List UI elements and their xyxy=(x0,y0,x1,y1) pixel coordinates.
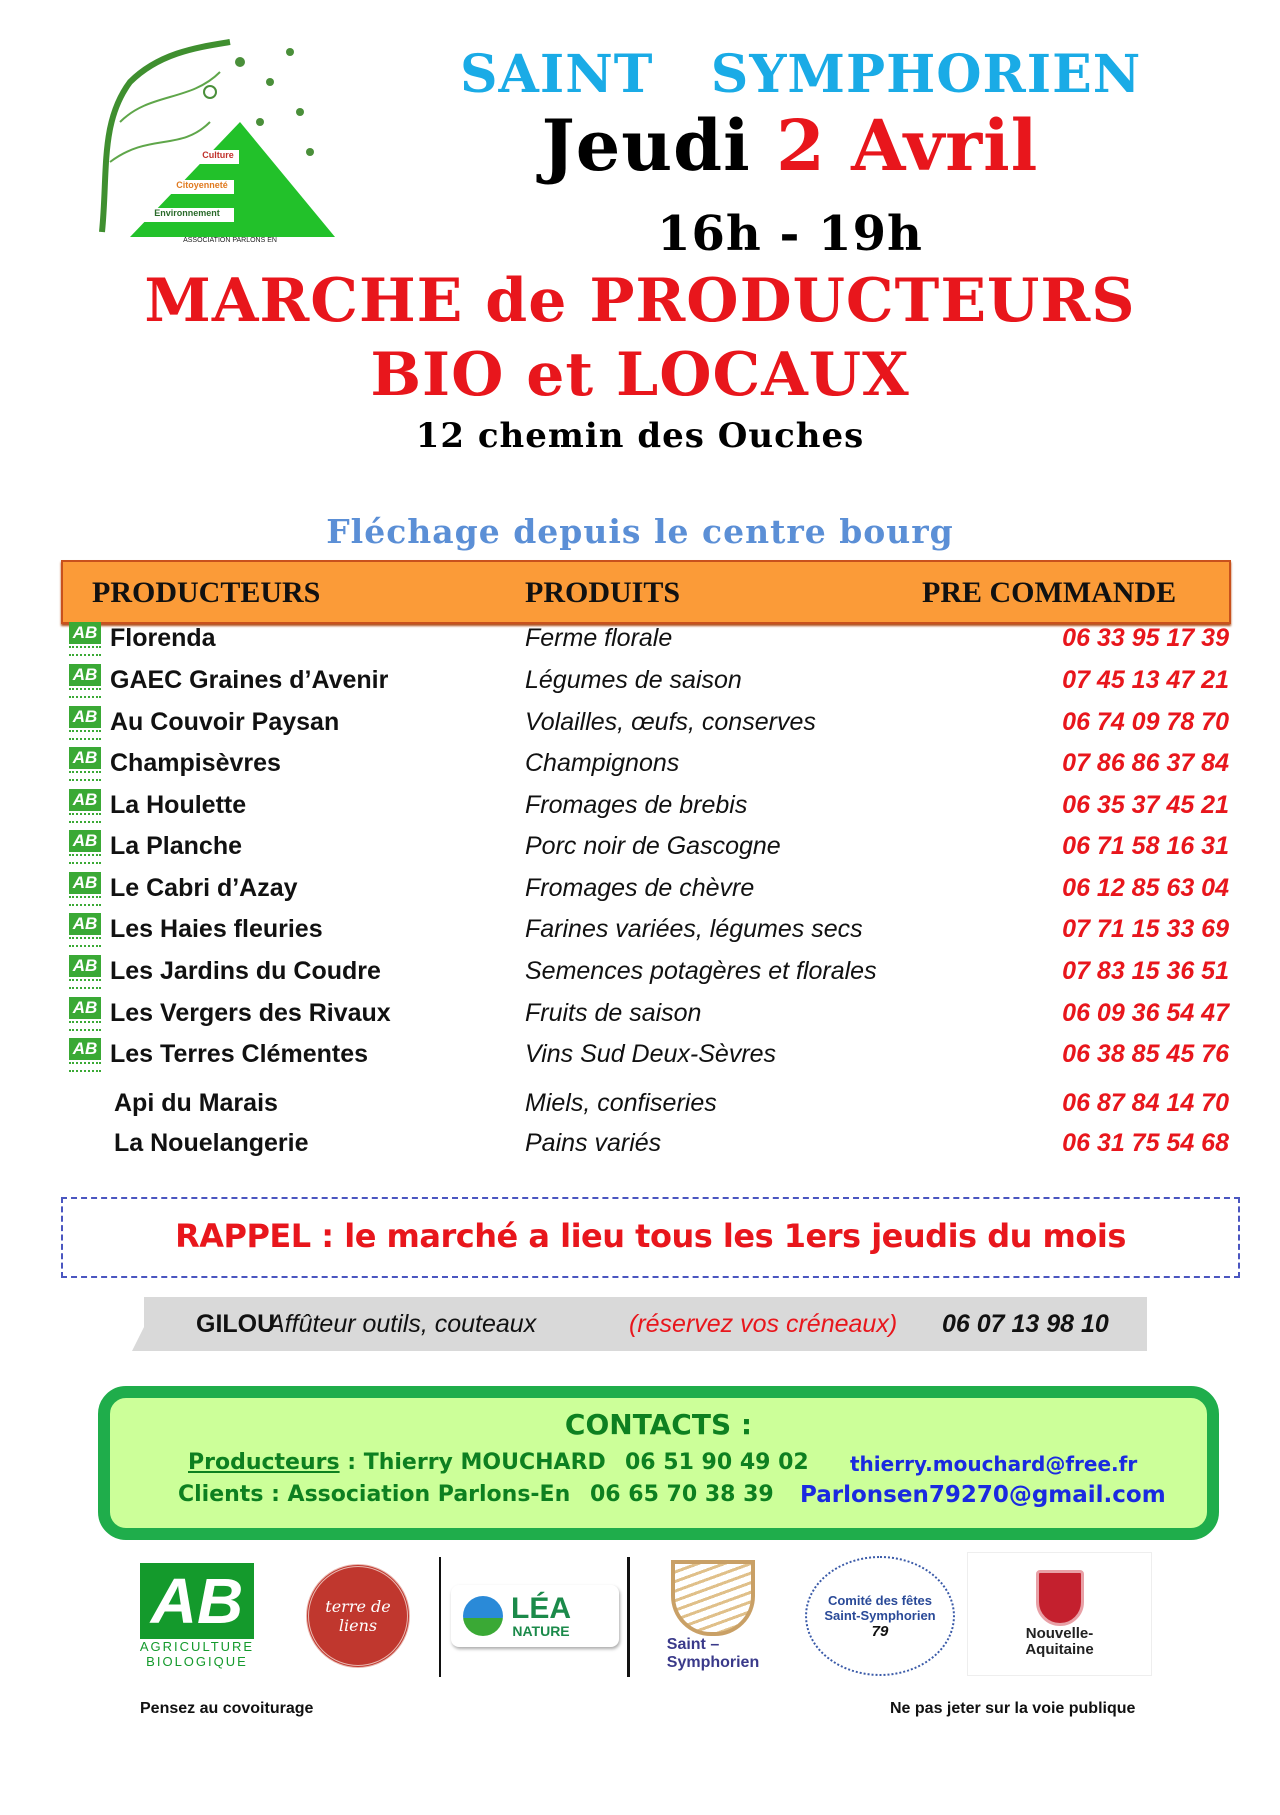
product-description: Légumes de saison xyxy=(525,666,742,694)
producer-name: Les Jardins du Coudre xyxy=(110,957,381,985)
column-produits: PRODUITS xyxy=(525,576,681,609)
producer-name: Champisèvres xyxy=(110,749,281,777)
preorder-phone: 06 35 37 45 21 xyxy=(1062,791,1229,819)
preorder-phone: 06 31 75 54 68 xyxy=(1062,1129,1229,1157)
product-description: Volailles, œufs, conserves xyxy=(525,708,816,736)
town-title: SAINT SYMPHORIEN xyxy=(460,44,1142,105)
sharpener-phone: 06 07 13 98 10 xyxy=(942,1310,1109,1338)
table-row xyxy=(0,828,1280,868)
ab-badge-text: AB xyxy=(69,789,101,811)
organic-ab-icon xyxy=(69,622,101,656)
ab-logo-text2: BIOLOGIQUE xyxy=(146,1654,248,1669)
producer-name: GAEC Graines d’Avenir xyxy=(110,666,389,694)
organic-ab-icon xyxy=(69,747,101,781)
clients-phone: 06 65 70 38 39 xyxy=(590,1482,774,1507)
producer-name: Api du Marais xyxy=(114,1089,278,1117)
globe-icon xyxy=(463,1596,503,1636)
association-logo xyxy=(90,32,337,251)
table-header xyxy=(61,560,1231,624)
sharpener-note: (réservez vos créneaux) xyxy=(629,1310,898,1338)
ab-badge-text: AB xyxy=(69,913,101,935)
region-text1: Nouvelle- xyxy=(1025,1624,1094,1642)
region-text2: Aquitaine xyxy=(1025,1641,1094,1658)
table-row xyxy=(0,1125,1280,1165)
preorder-phone: 07 45 13 47 21 xyxy=(1062,666,1229,694)
lea-nature-badge xyxy=(451,1585,619,1647)
product-description: Champignons xyxy=(525,749,680,777)
divider xyxy=(627,1557,630,1677)
table-row xyxy=(0,953,1280,993)
ab-badge-text: AB xyxy=(69,997,101,1019)
divider xyxy=(439,1557,441,1677)
terre-de-liens-text: terre de liens xyxy=(306,1564,410,1668)
organic-ab-icon xyxy=(69,913,101,947)
ab-badge-text: AB xyxy=(69,1038,101,1060)
preorder-phone: 06 09 36 54 47 xyxy=(1062,999,1229,1027)
organic-ab-icon xyxy=(69,955,101,989)
ab-badge-text: AB xyxy=(69,622,101,644)
producers-contact xyxy=(188,1450,606,1475)
organic-ab-icon xyxy=(69,872,101,906)
litter-note: Ne pas jeter sur la voie publique xyxy=(890,1700,1136,1717)
producers-email[interactable]: thierry.mouchard@free.fr xyxy=(850,1452,1138,1476)
logo-tier-citoyennete: Citoyenneté xyxy=(170,180,234,194)
market-title-line1: MARCHE de PRODUCTEURS xyxy=(144,266,1136,336)
market-address: 12 chemin des Ouches xyxy=(415,416,865,456)
sharpener-service: Affûteur outils, couteaux xyxy=(268,1310,537,1338)
logo-tier-environnement: Environnement xyxy=(140,208,234,222)
preorder-phone: 06 87 84 14 70 xyxy=(1062,1089,1229,1117)
ab-badge-text: AB xyxy=(69,955,101,977)
product-description: Farines variées, légumes secs xyxy=(525,915,863,943)
preorder-phone: 06 74 09 78 70 xyxy=(1062,708,1229,736)
product-description: Porc noir de Gascogne xyxy=(525,832,781,860)
reminder-text: RAPPEL : le marché a lieu tous les 1ers jeudis du mois xyxy=(175,1217,1126,1255)
lion-shield-icon xyxy=(1036,1570,1084,1626)
preorder-phone: 06 71 58 16 31 xyxy=(1062,832,1229,860)
product-description: Ferme florale xyxy=(525,624,673,652)
day-label: Jeudi xyxy=(541,104,751,187)
producer-name: La Nouelangerie xyxy=(114,1129,309,1157)
organic-ab-icon xyxy=(69,997,101,1031)
preorder-phone: 07 83 15 36 51 xyxy=(1062,957,1229,985)
logo-tier-culture: Culture xyxy=(197,150,239,164)
comite-text: Comité des fêtes Saint-Symphorien xyxy=(824,1592,936,1623)
ab-badge-text: AB xyxy=(69,830,101,852)
producer-name: Les Vergers des Rivaux xyxy=(110,999,391,1027)
commune-text2: Symphorien xyxy=(666,1654,760,1671)
organic-ab-icon xyxy=(69,706,101,740)
producer-name: La Planche xyxy=(110,832,242,860)
market-title-line2: BIO et LOCAUX xyxy=(370,340,910,410)
table-row xyxy=(0,745,1280,785)
clients-email[interactable]: Parlonsen79270@gmail.com xyxy=(800,1482,1166,1508)
ab-badge-text: AB xyxy=(69,747,101,769)
ab-logo-mark: AB xyxy=(140,1563,254,1639)
organic-ab-icon xyxy=(69,664,101,698)
date-label: 2 Avril xyxy=(776,104,1039,187)
village-icon xyxy=(671,1560,755,1636)
sharpener-name: GILOU xyxy=(196,1310,276,1338)
commune-text1: Saint – xyxy=(666,1636,720,1654)
ab-logo xyxy=(138,1555,256,1677)
carpool-note: Pensez au covoiturage xyxy=(140,1700,314,1717)
product-description: Vins Sud Deux-Sèvres xyxy=(525,1040,777,1068)
comite-number: 79 xyxy=(871,1622,889,1640)
preorder-phone: 06 38 85 45 76 xyxy=(1062,1040,1229,1068)
product-description: Fromages de chèvre xyxy=(525,874,755,902)
product-description: Miels, confiseries xyxy=(525,1089,717,1117)
producer-name: Au Couvoir Paysan xyxy=(110,708,340,736)
ab-badge-text: AB xyxy=(69,664,101,686)
table-row xyxy=(0,704,1280,744)
organic-ab-icon xyxy=(69,830,101,864)
organic-ab-icon xyxy=(69,1038,101,1072)
signage-note: Fléchage depuis le centre bourg xyxy=(326,512,954,551)
producer-name: Florenda xyxy=(110,624,216,652)
commune-logo xyxy=(648,1555,778,1677)
product-description: Semences potagères et florales xyxy=(525,957,877,985)
product-description: Pains variés xyxy=(525,1129,662,1157)
preorder-phone: 07 71 15 33 69 xyxy=(1062,915,1229,943)
organic-ab-icon xyxy=(69,789,101,823)
table-row xyxy=(0,1085,1280,1125)
producers-label: Producteurs xyxy=(188,1450,340,1475)
contacts-title: CONTACTS : xyxy=(564,1408,753,1441)
preorder-phone: 07 86 86 37 84 xyxy=(1062,749,1229,777)
reminder-box xyxy=(61,1197,1240,1278)
ab-badge-text: AB xyxy=(69,706,101,728)
producer-name: Le Cabri d’Azay xyxy=(110,874,298,902)
nouvelle-aquitaine-logo xyxy=(967,1552,1152,1676)
lea-text: LÉA xyxy=(511,1592,571,1625)
sharpener-banner xyxy=(144,1297,1147,1351)
table-row xyxy=(0,1036,1280,1076)
product-description: Fruits de saison xyxy=(525,999,702,1027)
table-row xyxy=(0,870,1280,910)
table-row xyxy=(0,620,1280,660)
table-row xyxy=(0,787,1280,827)
ab-badge-text: AB xyxy=(69,872,101,894)
event-date xyxy=(460,104,1120,187)
comite-des-fetes-logo xyxy=(800,1555,960,1677)
ab-logo-text1: AGRICULTURE xyxy=(139,1639,255,1654)
preorder-phone: 06 33 95 17 39 xyxy=(1062,624,1229,652)
terre-de-liens-logo xyxy=(304,1555,412,1677)
preorder-phone: 06 12 85 63 04 xyxy=(1062,874,1229,902)
contacts-box xyxy=(98,1386,1219,1540)
nature-text: NATURE xyxy=(512,1623,570,1639)
producer-name: Les Terres Clémentes xyxy=(110,1040,368,1068)
product-description: Fromages de brebis xyxy=(525,791,748,819)
clients-contact: Clients : Association Parlons-En xyxy=(178,1482,571,1507)
column-pre-commande: PRE COMMANDE xyxy=(922,576,1177,609)
table-row xyxy=(0,662,1280,702)
producer-name: La Houlette xyxy=(110,791,247,819)
table-row xyxy=(0,911,1280,951)
producers-phone: 06 51 90 49 02 xyxy=(625,1450,809,1475)
column-producteurs: PRODUCTEURS xyxy=(92,576,321,609)
producer-name: Les Haies fleuries xyxy=(110,915,323,943)
event-hours: 16h - 19h xyxy=(657,206,923,262)
logo-caption: ASSOCIATION PARLONS EN xyxy=(183,237,277,244)
table-row xyxy=(0,995,1280,1035)
producers-contact-name: : Thierry MOUCHARD xyxy=(339,1450,606,1475)
lea-nature-logo xyxy=(450,1555,620,1677)
